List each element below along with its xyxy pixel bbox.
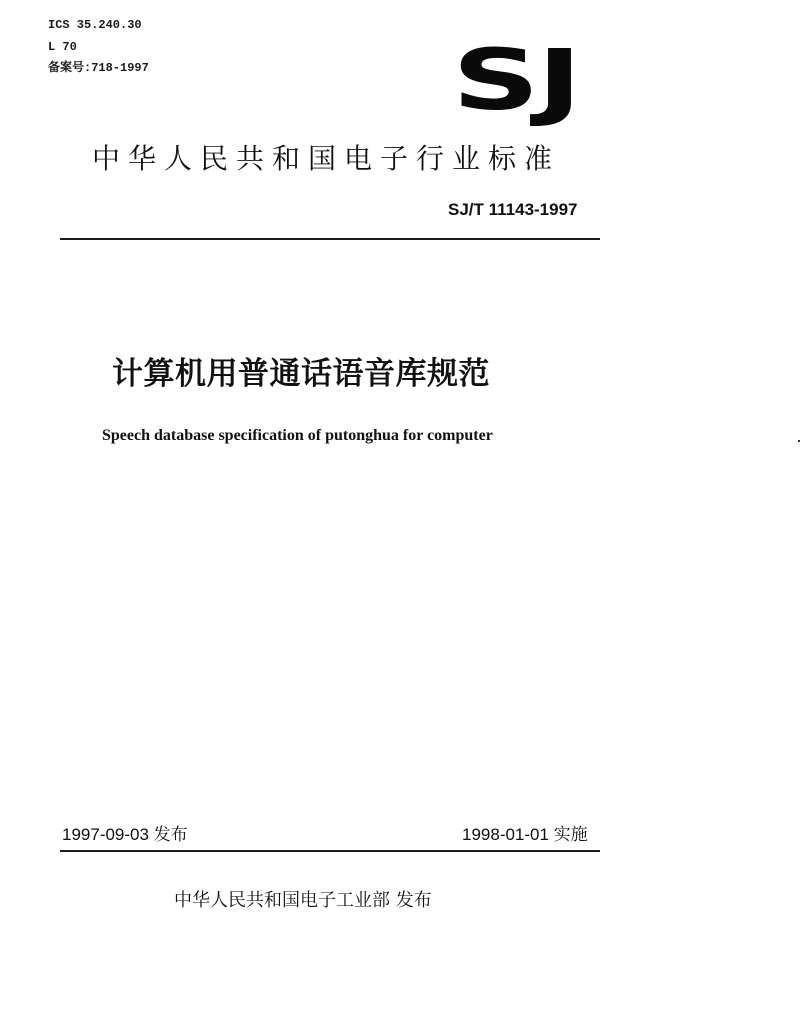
top-divider — [60, 238, 600, 240]
filing-number: 备案号:718-1997 — [48, 61, 149, 75]
release-date: 1997-09-03 发布 — [62, 825, 188, 844]
document-title-cn: 计算机用普通话语音库规范 — [112, 356, 490, 392]
issuer: 中华人民共和国电子工业部 发布 — [174, 890, 432, 911]
standard-number: SJ/T 11143-1997 — [448, 200, 578, 219]
bottom-divider — [60, 850, 600, 852]
standard-category: 中华人民共和国电子行业标准 — [92, 142, 561, 175]
scan-speck — [798, 440, 800, 442]
ics-code: ICS 35.240.30 — [48, 18, 142, 32]
ccs-code: L 70 — [48, 40, 77, 54]
implementation-date: 1998-01-01 实施 — [462, 825, 588, 844]
document-title-en: Speech database specification of putonghua for computer — [102, 427, 493, 444]
sj-logo: SJ — [452, 31, 580, 129]
